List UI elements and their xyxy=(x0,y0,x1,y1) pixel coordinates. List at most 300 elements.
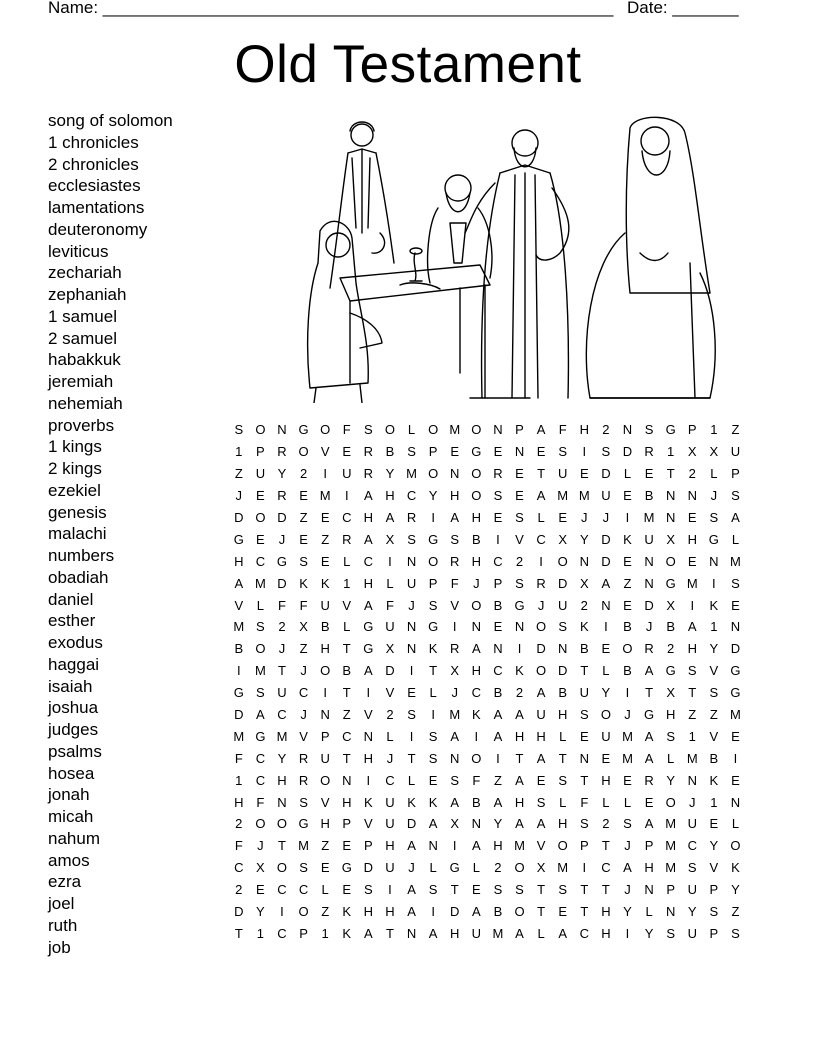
grid-cell: G xyxy=(665,422,676,438)
grid-cell: N xyxy=(406,619,417,635)
grid-cell: Z xyxy=(321,838,330,854)
grid-cell: U xyxy=(320,750,330,766)
grid-cell: G xyxy=(730,685,741,701)
grid-cell: Y xyxy=(731,882,740,898)
grid-cell: B xyxy=(471,531,481,547)
grid-cell: K xyxy=(320,575,330,591)
grid-row xyxy=(228,638,746,660)
grid-cell: Z xyxy=(731,904,740,920)
grid-cell: P xyxy=(579,838,589,854)
grid-cell: A xyxy=(536,816,546,832)
grid-cell: M xyxy=(578,488,590,504)
grid-cell: M xyxy=(233,619,245,635)
grid-cell: J xyxy=(602,510,610,525)
grid-cell: F xyxy=(299,597,308,613)
grid-cell: J xyxy=(278,531,286,547)
grid-cell: N xyxy=(644,882,654,898)
grid-cell: S xyxy=(666,728,675,744)
grid-cell: V xyxy=(709,663,719,679)
grid-cell: S xyxy=(709,685,719,701)
grid-cell: C xyxy=(255,772,266,788)
grid-cell: K xyxy=(428,641,438,657)
grid-cell: B xyxy=(234,641,244,657)
grid-cell: M xyxy=(686,575,698,591)
grid-cell: X xyxy=(299,619,308,635)
grid-cell: S xyxy=(299,553,308,569)
grid-cell: S xyxy=(299,860,308,876)
grid-cell: N xyxy=(665,488,676,504)
grid-cell: V xyxy=(299,728,308,744)
grid-cell: Z xyxy=(299,510,308,525)
grid-cell: T xyxy=(601,882,610,898)
grid-cell: M xyxy=(622,728,633,744)
grid-cell: N xyxy=(450,466,460,482)
grid-cell: K xyxy=(471,707,481,723)
grid-cell: S xyxy=(687,663,697,679)
grid-cell: M xyxy=(233,728,245,744)
grid-cell: I xyxy=(690,597,695,613)
word-list-item: song of solomon xyxy=(48,111,173,130)
grid-cell: 2 xyxy=(667,641,675,657)
grid-cell: A xyxy=(364,663,373,679)
grid-cell: M xyxy=(319,488,331,504)
grid-row xyxy=(228,769,746,791)
grid-cell: U xyxy=(385,794,395,810)
grid-cell: L xyxy=(667,750,675,766)
grid-cell: L xyxy=(386,728,394,744)
grid-cell: P xyxy=(342,816,352,832)
grid-cell: L xyxy=(537,925,545,941)
grid-cell: R xyxy=(277,488,287,504)
grid-row xyxy=(228,550,746,572)
grid-cell: R xyxy=(493,466,503,482)
date-field-label: Date: _______ xyxy=(627,0,739,17)
grid-cell: T xyxy=(580,772,589,788)
grid-cell: 1 xyxy=(667,444,675,460)
grid-cell: Z xyxy=(342,707,351,723)
grid-cell: B xyxy=(709,750,719,766)
word-list-item: 2 samuel xyxy=(48,328,117,348)
grid-cell: K xyxy=(623,531,632,547)
grid-cell: S xyxy=(731,575,740,591)
grid-cell: G xyxy=(665,663,676,679)
grid-cell: A xyxy=(536,422,546,438)
grid-cell: C xyxy=(342,728,352,744)
grid-cell: J xyxy=(408,860,415,876)
grid-cell: E xyxy=(342,838,352,854)
grid-cell: J xyxy=(235,488,243,504)
grid-cell: Y xyxy=(493,816,503,832)
grid-cell: T xyxy=(342,685,351,701)
grid-cell: E xyxy=(623,597,632,613)
grid-cell: X xyxy=(450,663,460,679)
grid-cell: I xyxy=(517,641,522,657)
grid-cell: A xyxy=(385,510,395,525)
grid-cell: 2 xyxy=(602,422,610,438)
grid-cell: U xyxy=(536,707,546,723)
grid-cell: 2 xyxy=(580,597,588,613)
grid-cell: S xyxy=(709,904,719,920)
grid-cell: M xyxy=(686,750,698,766)
grid-cell: S xyxy=(623,816,632,832)
word-list-item: leviticus xyxy=(48,241,109,261)
grid-cell: A xyxy=(515,925,524,941)
grid-cell: V xyxy=(364,816,373,832)
grid-cell: O xyxy=(255,816,266,832)
grid-cell: C xyxy=(385,772,395,788)
grid-row xyxy=(228,419,746,441)
grid-cell: E xyxy=(256,882,265,898)
grid-cell: I xyxy=(452,619,457,635)
grid-cell: S xyxy=(731,488,740,504)
grid-row xyxy=(228,922,746,944)
grid-cell: O xyxy=(471,422,482,438)
grid-cell: O xyxy=(471,750,482,766)
grid-cell: L xyxy=(602,794,610,810)
grid-cell: S xyxy=(579,707,589,723)
grid-cell: S xyxy=(428,750,438,766)
grid-cell: H xyxy=(342,794,352,810)
grid-cell: N xyxy=(730,794,741,810)
grid-row xyxy=(228,485,746,507)
grid-cell: S xyxy=(644,422,654,438)
grid-cell: I xyxy=(496,531,500,547)
grid-cell: H xyxy=(385,488,395,504)
grid-cell: A xyxy=(536,685,546,701)
grid-cell: S xyxy=(515,575,524,591)
grid-row xyxy=(228,463,746,485)
grid-cell: U xyxy=(558,597,568,613)
grid-cell: Y xyxy=(385,466,395,482)
grid-cell: C xyxy=(255,553,266,569)
grid-cell: A xyxy=(731,510,740,525)
grid-cell: H xyxy=(363,510,374,525)
grid-cell: O xyxy=(665,794,676,810)
grid-cell: S xyxy=(515,882,524,898)
grid-cell: E xyxy=(320,553,330,569)
grid-cell: P xyxy=(493,575,503,591)
word-list-item: numbers xyxy=(48,546,115,565)
grid-cell: 2 xyxy=(278,619,286,635)
grid-cell: B xyxy=(623,619,632,635)
grid-cell: R xyxy=(277,444,287,460)
grid-cell: G xyxy=(708,531,719,547)
grid-cell: E xyxy=(644,466,654,482)
grid-cell: A xyxy=(450,728,460,744)
grid-cell: I xyxy=(344,488,349,504)
grid-cell: U xyxy=(385,619,395,635)
grid-cell: I xyxy=(280,904,284,920)
grid-cell: G xyxy=(644,707,655,723)
grid-cell: D xyxy=(601,531,611,547)
grid-cell: E xyxy=(601,641,611,657)
grid-cell: L xyxy=(472,860,480,876)
grid-cell: Z xyxy=(299,641,308,657)
grid-cell: S xyxy=(536,794,546,810)
word-list-item: 2 chronicles xyxy=(48,154,139,174)
grid-cell: R xyxy=(450,553,460,569)
grid-cell: X xyxy=(385,641,395,657)
grid-cell: L xyxy=(645,904,653,920)
word-list-item: jonah xyxy=(48,785,90,805)
grid-cell: A xyxy=(515,707,524,723)
grid-cell: G xyxy=(665,575,676,591)
grid-cell: K xyxy=(709,597,719,613)
grid-cell: T xyxy=(580,904,589,920)
grid-cell: D xyxy=(558,663,568,679)
grid-cell: E xyxy=(644,794,654,810)
grid-cell: J xyxy=(645,619,653,635)
grid-cell: O xyxy=(428,466,439,482)
grid-cell: D xyxy=(450,904,460,920)
grid-cell: M xyxy=(557,488,569,504)
grid-cell: J xyxy=(689,794,696,810)
grid-cell: Y xyxy=(601,685,611,701)
grid-cell: Z xyxy=(709,707,718,723)
grid-row xyxy=(228,682,746,704)
grid-cell: H xyxy=(536,728,546,744)
grid-cell: I xyxy=(366,772,371,788)
grid-cell: L xyxy=(429,860,437,876)
grid-cell: H xyxy=(363,575,374,591)
page-title: Old Testament xyxy=(234,35,582,94)
word-list-item: amos xyxy=(48,850,90,870)
grid-cell: G xyxy=(233,685,244,701)
grid-cell: F xyxy=(234,838,243,854)
grid-cell: C xyxy=(277,882,287,898)
grid-cell: E xyxy=(515,488,524,504)
grid-cell: E xyxy=(558,904,568,920)
grid-cell: R xyxy=(450,641,460,657)
grid-cell: U xyxy=(471,925,482,941)
grid-cell: A xyxy=(407,904,416,920)
grid-cell: I xyxy=(452,838,457,854)
grid-cell: L xyxy=(559,794,567,810)
grid-cell: I xyxy=(236,663,241,679)
grid-cell: K xyxy=(731,860,740,876)
grid-cell: P xyxy=(320,728,330,744)
grid-cell: E xyxy=(493,510,503,525)
grid-cell: Y xyxy=(666,772,675,788)
grid-cell: E xyxy=(601,750,611,766)
grid-cell: R xyxy=(644,444,654,460)
grid-cell: R xyxy=(298,750,309,766)
grid-cell: P xyxy=(299,925,308,941)
grid-cell: V xyxy=(320,444,330,460)
grid-cell: H xyxy=(363,904,374,920)
grid-cell: H xyxy=(363,750,374,766)
grid-cell: A xyxy=(450,510,460,525)
grid-cell: H xyxy=(644,860,654,876)
grid-cell: O xyxy=(320,663,331,679)
grid-cell: 1 xyxy=(321,925,329,941)
grid-cell: N xyxy=(471,816,482,832)
grid-cell: P xyxy=(731,466,740,482)
grid-cell: A xyxy=(601,575,611,591)
grid-cell: Y xyxy=(709,838,719,854)
grid-cell: E xyxy=(623,772,632,788)
grid-cell: H xyxy=(320,641,330,657)
grid-cell: O xyxy=(536,619,547,635)
grid-cell: S xyxy=(299,794,308,810)
word-list-item: deuteronomy xyxy=(48,219,148,239)
grid-cell: S xyxy=(515,510,524,525)
grid-cell: A xyxy=(407,882,416,898)
grid-cell: T xyxy=(537,466,546,482)
grid-row xyxy=(228,594,746,616)
grid-cell: E xyxy=(299,488,308,504)
grid-cell: L xyxy=(731,531,740,547)
grid-cell: Y xyxy=(428,488,438,504)
grid-cell: U xyxy=(320,597,330,613)
grid-cell: T xyxy=(385,925,394,941)
grid-cell: C xyxy=(298,685,309,701)
grid-cell: N xyxy=(622,422,633,438)
grid-cell: N xyxy=(406,641,417,657)
grid-cell: T xyxy=(688,685,697,701)
grid-cell: R xyxy=(644,772,654,788)
grid-cell: L xyxy=(407,772,416,788)
grid-cell: X xyxy=(709,444,719,460)
grid-cell: C xyxy=(234,860,244,876)
grid-cell: A xyxy=(644,816,654,832)
grid-cell: D xyxy=(277,510,287,525)
grid-cell: N xyxy=(320,707,330,723)
grid-cell: B xyxy=(558,685,568,701)
grid-cell: I xyxy=(388,553,392,569)
grid-cell: O xyxy=(536,663,547,679)
word-list-item: jeremiah xyxy=(48,372,114,391)
grid-cell: 2 xyxy=(386,707,394,723)
grid-cell: S xyxy=(407,707,416,723)
grid-cell: N xyxy=(363,728,374,744)
grid-cell: L xyxy=(407,422,416,438)
grid-cell: X xyxy=(558,531,568,547)
grid-cell: P xyxy=(709,882,719,898)
grid-cell: Y xyxy=(277,750,287,766)
grid-cell: L xyxy=(429,685,437,701)
grid-cell: T xyxy=(450,882,459,898)
grid-cell: N xyxy=(406,925,417,941)
grid-cell: J xyxy=(300,663,307,679)
grid-cell: G xyxy=(255,728,266,744)
grid-cell: I xyxy=(625,925,630,941)
grid-cell: J xyxy=(624,882,631,898)
grid-cell: C xyxy=(277,707,287,723)
grid-cell: I xyxy=(431,904,435,920)
grid-cell: A xyxy=(515,772,524,788)
grid-cell: N xyxy=(687,772,697,788)
word-list-item: ruth xyxy=(48,915,78,935)
grid-cell: M xyxy=(449,422,461,438)
grid-cell: J xyxy=(473,575,480,591)
grid-cell: B xyxy=(385,444,395,460)
grid-cell: S xyxy=(234,422,244,438)
grid-cell: P xyxy=(256,444,265,460)
grid-cell: N xyxy=(514,619,525,635)
grid-cell: 2 xyxy=(515,685,524,701)
grid-cell: I xyxy=(323,685,327,701)
grid-cell: G xyxy=(471,444,482,460)
grid-cell: G xyxy=(514,597,525,613)
grid-cell: O xyxy=(428,553,439,569)
grid-cell: I xyxy=(388,882,392,898)
grid-cell: S xyxy=(579,816,589,832)
grid-cell: E xyxy=(342,882,352,898)
grid-cell: T xyxy=(558,750,567,766)
grid-cell: T xyxy=(342,750,351,766)
grid-cell: 2 xyxy=(299,466,308,482)
grid-cell: Z xyxy=(321,904,330,920)
grid-cell: B xyxy=(579,641,589,657)
grid-cell: M xyxy=(643,510,655,525)
grid-cell: P xyxy=(687,422,697,438)
grid-cell: M xyxy=(254,575,266,591)
word-list-item: 2 kings xyxy=(48,459,102,478)
grid-row xyxy=(228,528,746,550)
grid-cell: L xyxy=(537,510,545,525)
grid-row xyxy=(228,857,746,879)
grid-cell: T xyxy=(234,925,243,941)
grid-cell: J xyxy=(451,685,458,701)
grid-cell: S xyxy=(558,772,568,788)
grid-cell: S xyxy=(601,444,611,460)
grid-cell: G xyxy=(428,531,439,547)
grid-cell: G xyxy=(449,860,460,876)
word-list-item: hosea xyxy=(48,763,95,783)
grid-row xyxy=(228,704,746,726)
grid-cell: O xyxy=(276,816,288,832)
grid-cell: L xyxy=(256,597,264,613)
grid-cell: M xyxy=(665,838,677,854)
grid-cell: E xyxy=(709,816,719,832)
grid-row xyxy=(228,879,746,901)
grid-cell: Y xyxy=(579,531,589,547)
grid-cell: G xyxy=(428,619,439,635)
word-list-item: job xyxy=(48,937,71,957)
grid-cell: P xyxy=(644,838,654,854)
grid-cell: S xyxy=(450,772,460,788)
grid-cell: V xyxy=(320,794,330,810)
grid-cell: 1 xyxy=(235,772,243,788)
grid-cell: O xyxy=(320,772,331,788)
grid-cell: L xyxy=(559,728,567,744)
grid-cell: A xyxy=(687,619,697,635)
grid-cell: O xyxy=(471,488,482,504)
grid-cell: E xyxy=(579,728,589,744)
grid-cell: H xyxy=(493,838,503,854)
grid-cell: N xyxy=(514,444,525,460)
grid-cell: D xyxy=(277,575,287,591)
grid-cell: L xyxy=(710,466,718,482)
grid-cell: U xyxy=(601,728,611,744)
grid-cell: F xyxy=(472,772,481,788)
grid-cell: E xyxy=(731,597,740,613)
grid-cell: V xyxy=(364,707,373,723)
grid-cell: M xyxy=(254,663,266,679)
word-list xyxy=(48,110,173,958)
grid-cell: P xyxy=(428,444,438,460)
grid-cell: E xyxy=(450,444,460,460)
grid-cell: L xyxy=(343,553,351,569)
grid-cell: X xyxy=(666,531,675,547)
grid-cell: N xyxy=(428,838,438,854)
grid-cell: I xyxy=(712,575,716,591)
grid-cell: S xyxy=(407,531,416,547)
grid-cell: G xyxy=(363,619,374,635)
grid-cell: U xyxy=(385,816,395,832)
grid-cell: F xyxy=(278,597,286,613)
